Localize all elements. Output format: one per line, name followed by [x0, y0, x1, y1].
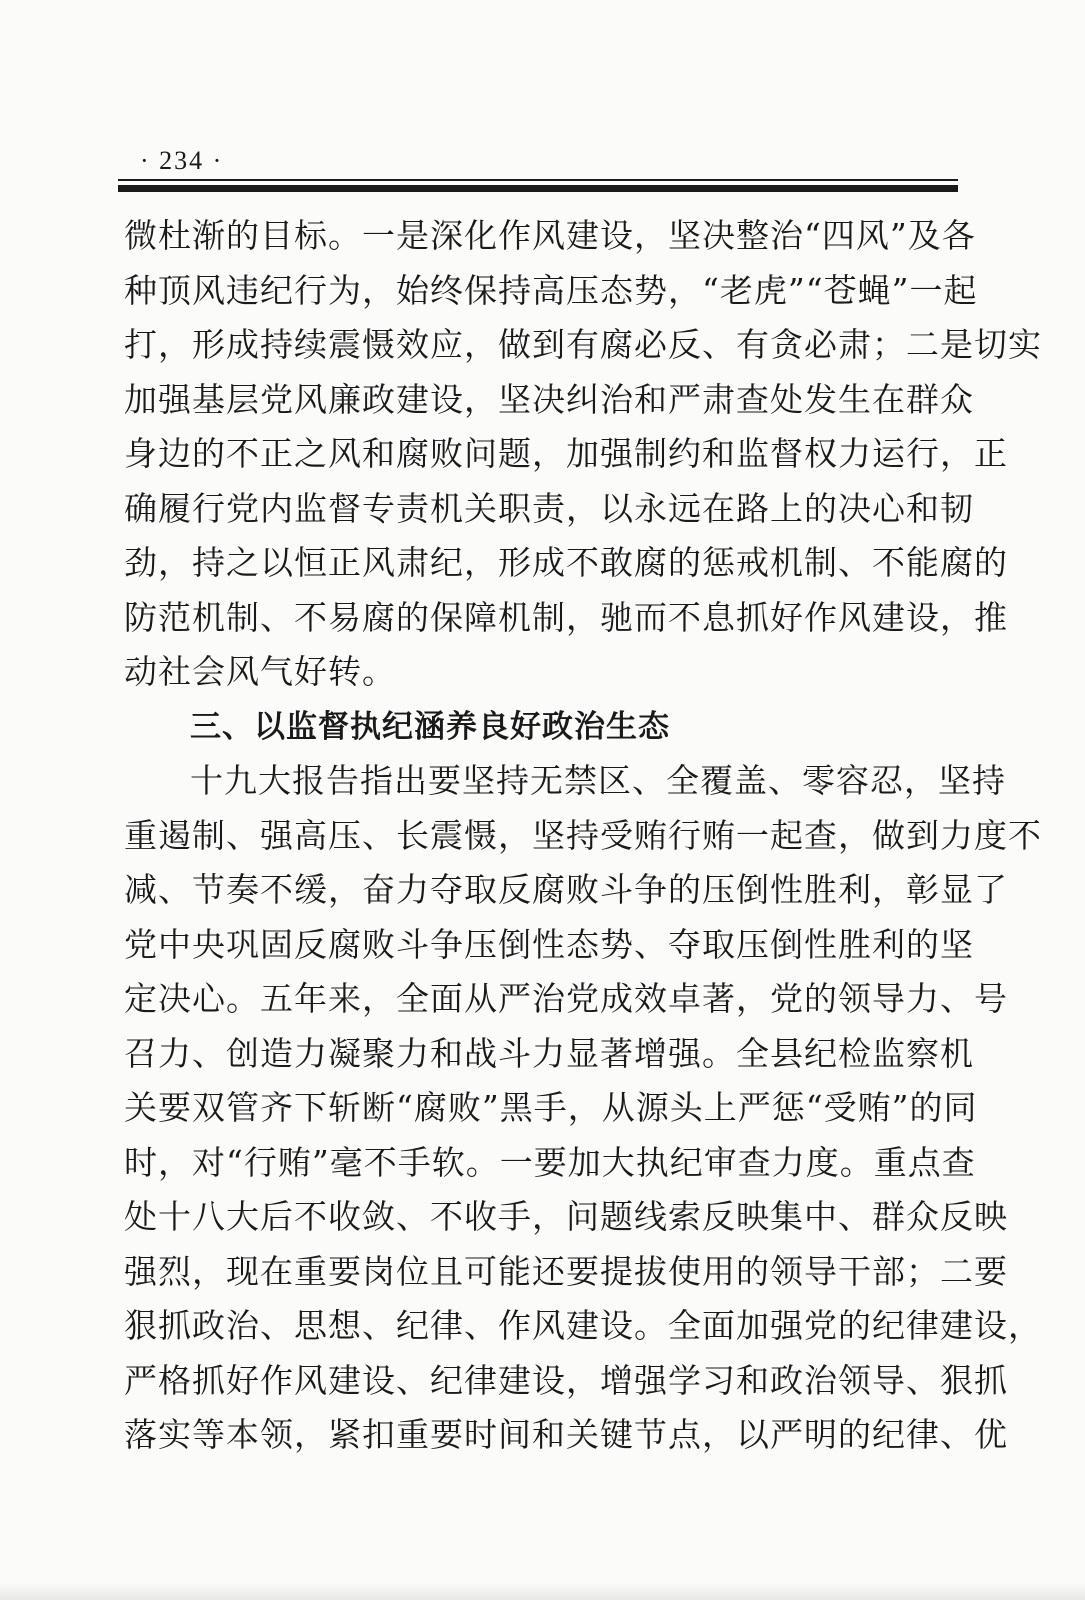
- text-line: 处十八大后不收敛、不收手，问题线索反映集中、群众反映: [124, 1197, 1008, 1236]
- text-line: 关要双管齐下斩断“腐败”黑手，从源头上严惩“受贿”的同: [124, 1088, 978, 1127]
- section-heading: 三、以监督执纪涵养良好政治生态: [190, 708, 670, 745]
- text-line: 微杜渐的目标。一是深化作风建设，坚决整治“四风”及各: [124, 216, 976, 255]
- text-line: 时，对“行贿”毫不手软。一要加大执纪审查力度。重点查: [124, 1142, 976, 1182]
- text-line: 严格抓好作风建设、纪律建设，增强学习和政治领导、狠抓: [124, 1360, 1008, 1400]
- text-line: 身边的不正之风和腐败问题，加强制约和监督权力运行，正: [124, 434, 1008, 473]
- text-line: 十九大报告指出要坚持无禁区、全覆盖、零容忍，坚持: [190, 761, 1006, 800]
- text-line: 落实等本领，紧扣重要时间和关键节点，以严明的纪律、优: [124, 1415, 1008, 1454]
- body-text: [124, 209, 1042, 1463]
- page-number-header: · 234 ·: [140, 146, 224, 175]
- header-rule-thin: [118, 179, 958, 181]
- text-line: 种顶风违纪行为，始终保持高压态势，“老虎”“苍蝇”一起: [124, 270, 978, 310]
- text-line: 确履行党内监督专责机关职责，以永远在路上的决心和韧: [124, 488, 974, 528]
- header-rule-thick: [118, 185, 958, 192]
- text-line: 定决心。五年来，全面从严治党成效卓著，党的领导力、号: [124, 979, 1008, 1018]
- text-line: 打，形成持续震慑效应，做到有腐必反、有贪必肃；二是切实: [124, 325, 1042, 364]
- text-line: 狠抓政治、思想、纪律、作风建设。全面加强党的纪律建设，: [124, 1306, 1042, 1345]
- text-line: 重遏制、强高压、长震慑，坚持受贿行贿一起查，做到力度不: [124, 815, 1042, 855]
- text-line: 强烈，现在重要岗位且可能还要提拔使用的领导干部；二要: [124, 1251, 1008, 1291]
- paper-bottom-edge: [0, 1582, 1085, 1600]
- text-line: 党中央巩固反腐败斗争压倒性态势、夺取压倒性胜利的坚: [124, 924, 974, 964]
- text-line: 召力、创造力凝聚力和战斗力显著增强。全县纪检监察机: [124, 1033, 974, 1073]
- text-line: 减、节奏不缓，奋力夺取反腐败斗争的压倒性胜利，彰显了: [124, 870, 1008, 909]
- text-line: 动社会风气好转。: [124, 652, 396, 691]
- text-line: 劲，持之以恒正风肃纪，形成不敢腐的惩戒机制、不能腐的: [124, 543, 1008, 582]
- text-line: 加强基层党风廉政建设，坚决纠治和严肃查处发生在群众: [124, 379, 974, 419]
- text-line: 防范机制、不易腐的保障机制，驰而不息抓好作风建设，推: [124, 597, 1008, 637]
